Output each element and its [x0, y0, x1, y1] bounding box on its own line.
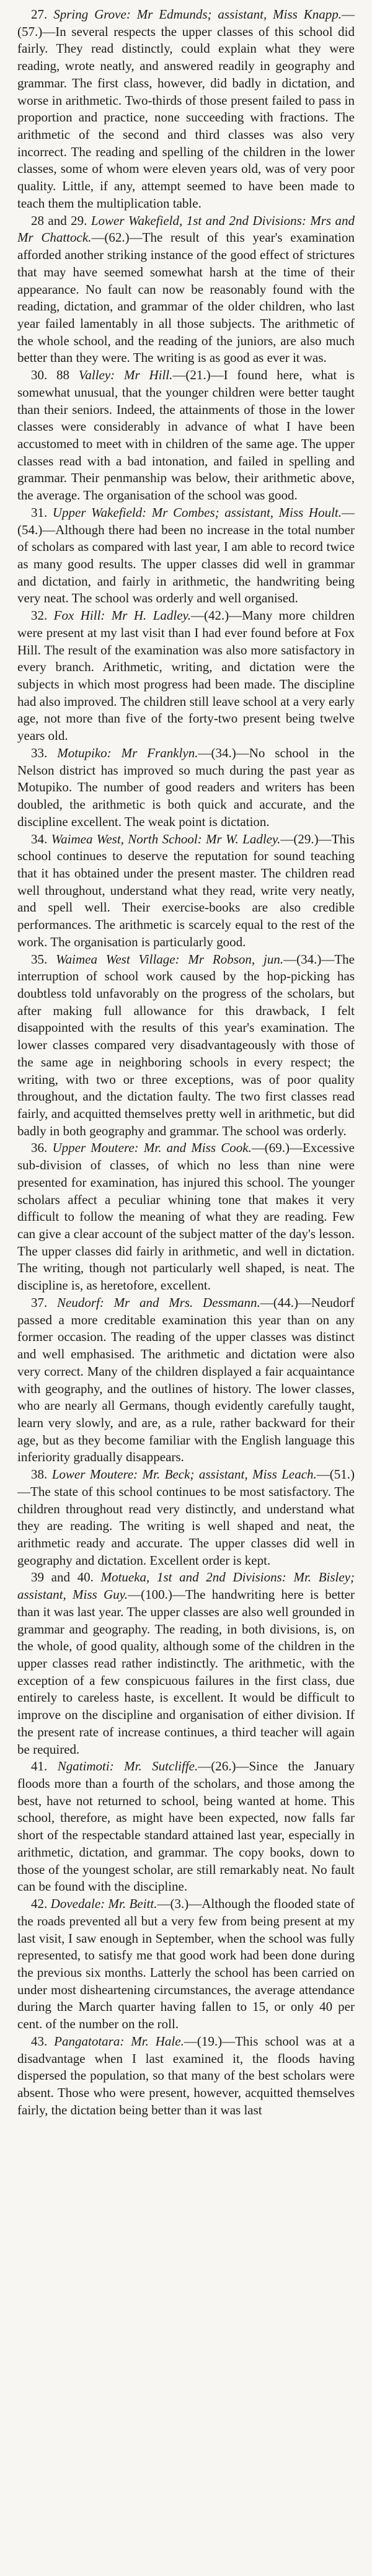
report-text: —In several respects the upper classes of this school did fairly. They read distinctly, could explain what they were reading, wrote neatly, and answered readily in geography and grammar. The first class, however, did badly in dictation, and worse in arithmetic. Two-thirds of those present failed to pass in proportion and practice, none succeeding with fractions. The arithmetic of the second and third classes was also very incorrect. The reading and spelling of the children in the lower classes, some of whom were eleven years old, was of very poor quality. Little, if any, attempt seemed to have been made to teach them the multiplication table.: [17, 24, 355, 211]
school-report-entry: [17, 213, 355, 367]
entry-number: 34.: [31, 831, 48, 846]
entry-number: 30. 88: [31, 367, 70, 383]
report-text: —Many more children were present at my last visit than I had ever found before at Fox Hill. The result of the examination was also more satisfactory in every branch. Arithmetic, writing, and dictation were the subjects in which most progress had been made. The discipline had also improved. The children still leave school at a very early age, not more than five of the forty-two present being twelve years old.: [17, 608, 355, 744]
school-report-entry: [17, 1295, 355, 1466]
school-report-entry: [17, 951, 355, 1140]
scholar-count: —(26.): [198, 1759, 236, 1774]
school-report-entry: [17, 831, 355, 951]
school-name: Fox Hill: Mr H. Ladley.: [53, 608, 191, 623]
school-report-entry: [17, 1896, 355, 2033]
school-name: Lower Moutere: Mr. Beck; assistant, Miss Leach.: [51, 1467, 317, 1482]
entry-number: 37.: [31, 1295, 48, 1310]
report-text: —The state of this school continues to be most satisfactory. The children throughout read very distinctly, and understand what they are reading. The writing is well shaped and neat, the arithmetic ready and accurate. The upper classes did well in geography and dictation. Excellent order is kept.: [17, 1484, 355, 1568]
school-report-entry: [17, 1466, 355, 1569]
scholar-count: —(19.): [184, 2033, 223, 2049]
school-report-entry: [17, 607, 355, 745]
entry-number: 28 and 29.: [31, 213, 87, 228]
school-name: Motupiko: Mr Franklyn.: [57, 745, 198, 760]
entry-number: 43.: [31, 2033, 48, 2049]
scholar-count: —(34.): [198, 745, 236, 760]
scholar-count: —(62.): [91, 230, 130, 245]
entry-number: 38.: [31, 1467, 48, 1482]
report-text: —Neudorf passed a more creditable examination this year than on any former occasion. The reading of the upper classes was distinct and well emphasised. The arithmetic and dictation were also very correct. Many of the children displayed a fair acquaintance with geography, and the outlines of history. The lower classes, who are nearly all Germans, though evidently carefully taught, learn very slowly, and are, as a rule, rather backward for their age, but as they become familiar with the English language this inferiority gradually disappears.: [17, 1295, 355, 1465]
report-text: —This school continues to deserve the reputation for sound teaching that it has obtained under the present master. The children read well throughout, understand what they read, write very neatly, and spell well. Their exercise-books are also credible performances. The arithmetic is scarcely equal to the rest of the work. The organisation is particularly good.: [17, 831, 355, 949]
report-text: —The interruption of school work caused by the hop-picking has doubtless told unfavorably on the progress of the scholars, but after making full allowance for this drawback, I felt disappointed with the results of this year's examination. The lower classes compared very disadvantageously with those of the same age in neighboring schools in every respect; the writing, with two or three exceptions, was of poor quality throughout, and the dictation faulty. The two first classes read fairly, and acquitted themselves pretty well in arithmetic, but did badly in both geography and grammar. The school was orderly.: [17, 951, 355, 1138]
report-text: —The handwriting here is better than it was last year. The upper classes are also well grounded in grammar and geography. The reading, in both divisions, is, on the whole, of good quality, although some of the children in the upper classes read rather indistinctly. The arithmetic, with the exception of a few conspicuous failures in the first class, due entirely to careless haste, is excellent. It would be difficult to improve on the discipline and organisation of either division. If the present rate of increase continues, a third teacher will again be required.: [17, 1587, 355, 1757]
school-report-entry: [17, 2033, 355, 2119]
school-name: Neudorf: Mr and Mrs. Dessmann.: [57, 1295, 260, 1310]
school-name: Spring Grove: Mr Edmunds; assistant, Miss Knapp.: [53, 7, 342, 22]
school-name: Pangatotara: Mr. Hale.: [54, 2033, 184, 2049]
entry-number: 42.: [31, 1896, 48, 1912]
entry-number: 32.: [31, 608, 48, 623]
scholar-count: —(42.): [190, 608, 229, 623]
entry-number: 39 and 40.: [31, 1570, 94, 1585]
school-name: Valley: Mr Hill.: [78, 367, 173, 383]
school-report-entry: [17, 6, 355, 213]
scholar-count: —(21.): [172, 367, 211, 383]
report-text: —No school in the Nelson district has improved so much during the past year as Motupiko. The number of good readers and writers has been doubled, the arithmetic is both quick and accurate, and the discipline excellent. The weak point is dictation.: [17, 745, 355, 829]
scholar-count: —(3.): [157, 1896, 189, 1912]
entry-number: 33.: [31, 745, 48, 760]
report-text: —Excessive sub-division of classes, of which no less than nine were presented for examination, has injured this school. The younger scholars affect a peculiar whining tone that makes it very difficult to follow the meaning of what they are reading. Few can give a clear account of the subject matter of the day's lesson. The upper classes did fairly in arithmetic, and well in dictation. The writing, though not particularly well shaped, is neat. The discipline is, as heretofore, excellent.: [17, 1140, 355, 1293]
report-text: —The result of this year's examination afforded another striking instance of the good effect of strictures that may have seemed somewhat harsh at the time of their appearance. No fault can now be reasonably found with the reading, dictation, and grammar of the older children, who last year failed lamentably in all those subjects. The arithmetic of the whole school, and the reading of the juniors, are also much better than they were. The writing is as good as ever it was.: [17, 230, 355, 366]
scholar-count: —(54.): [17, 504, 355, 537]
scholar-count: —(44.): [260, 1295, 299, 1310]
school-name: Upper Wakefield: Mr Combes; assistant, Miss Hoult.: [52, 504, 342, 520]
entry-number: 27.: [31, 7, 48, 22]
scholar-count: —(69.): [251, 1140, 290, 1156]
report-text: —This school was at a disadvantage when I last examined it, the floods having dispersed the population, so that many of the best scholars were absent. Those who were present, however, acquitted themselves fairly, the dictation being better than it was last: [17, 2033, 355, 2117]
school-report-entry: [17, 1758, 355, 1896]
school-name: Motueka, 1st and 2nd Divisions: Mr. Bisley; assistant, Miss Guy.: [17, 1570, 355, 1602]
entry-number: 36.: [31, 1140, 48, 1156]
report-text: —Although there had been no increase in the total number of scholars as compared with last year, I am able to record twice as many good results. The upper classes did well in grammar and dictation, and fairly in arithmetic, the handwriting being very neat. The school was orderly and well organised.: [17, 522, 355, 606]
report-text: —I found here, what is somewhat unusual, that the younger children were better taught than their seniors. Indeed, the attainments of those in the lower classes were considerably in advance of what I have been accustomed to meet with in children of the same age. The upper classes read with a bad intonation, and failed in spelling and grammar. Their penmanship was below, their arithmetic above, the average. The organisation of the school was good.: [17, 367, 355, 503]
scholar-count: —(100.): [128, 1587, 172, 1602]
entry-number: 35.: [31, 951, 48, 967]
scholar-count: —(29.): [280, 831, 319, 846]
scholar-count: —(34.): [283, 951, 322, 967]
school-name: Waimea West, North School: Mr W. Ladley.: [51, 831, 281, 846]
school-name: Waimea West Village: Mr Robson, jun.: [56, 951, 284, 967]
scholar-count: —(57.): [17, 7, 355, 39]
school-report-entry: [17, 504, 355, 607]
school-report-entry: [17, 1569, 355, 1758]
report-text: —Since the January floods more than a fourth of the scholars, and those among the best, have not returned to school, being wanted at home. This school, therefore, as might have been expected, now falls far short of the respectable standard attained last year, especially in arithmetic, dictation, and grammar. The copy books, down to those of the youngest scholar, are still remarkably neat. No fault can be found with the discipline.: [17, 1759, 355, 1894]
entry-number: 41.: [31, 1759, 48, 1774]
school-report-entry: [17, 367, 355, 504]
school-report-entry: [17, 1140, 355, 1294]
school-name: Ngatimoti: Mr. Sutcliffe.: [57, 1759, 198, 1774]
school-name: Upper Moutere: Mr. and Miss Cook.: [52, 1140, 252, 1156]
school-name: Lower Wakefield, 1st and 2nd Divisions: Mrs and Mr Chattock.: [17, 213, 355, 245]
entry-number: 31.: [31, 504, 48, 520]
scholar-count: —(51.): [316, 1467, 355, 1482]
report-text: —Although the flooded state of the roads prevented all but a very few from being present at my last visit, I saw enough in September, when the school was fully represented, to satisfy me that good work had been done during the previous six months. Latterly the school has been carried on under most disheartening circumstances, the average attendance during the March quarter having fallen to 15, or only 40 per cent. of the number on the roll.: [17, 1896, 355, 2032]
school-name: Dovedale: Mr. Beitt.: [50, 1896, 157, 1912]
school-report-entry: [17, 745, 355, 831]
